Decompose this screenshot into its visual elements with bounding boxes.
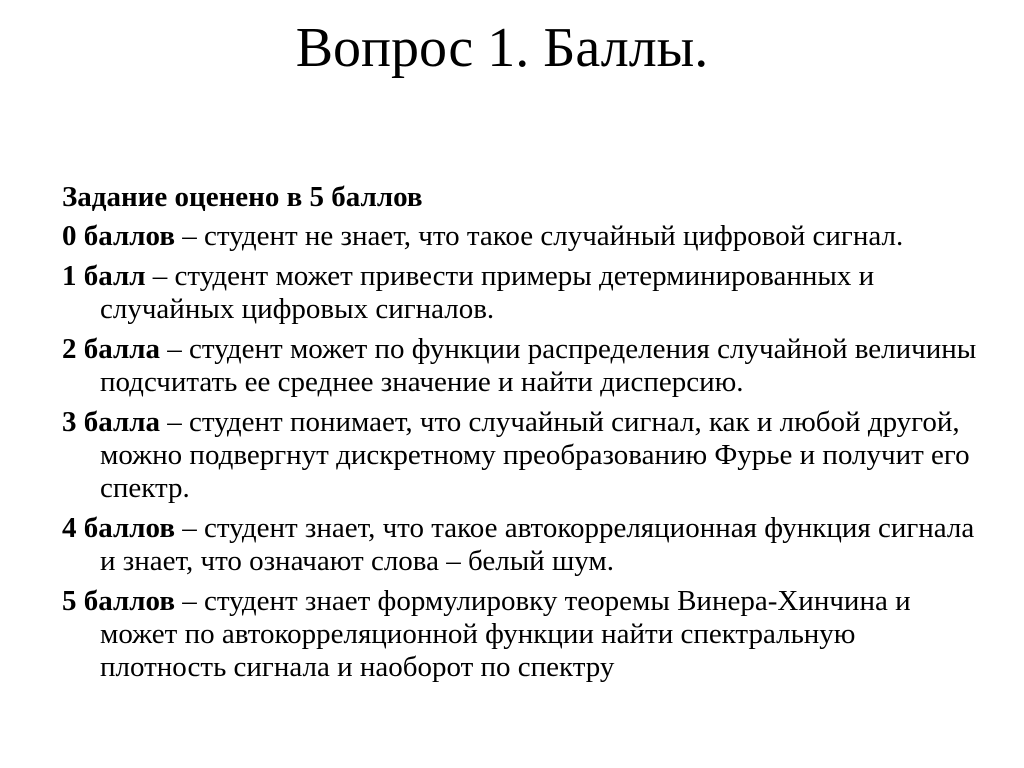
criterion-text: студент знает, что такое автокорреляционная функция сигнала и знает, что означают слова – белый шум. [100,512,975,577]
criterion-dash: – [174,585,204,617]
criterion-dash: – [160,406,190,438]
criterion-score: 4 баллов [62,512,175,544]
criterion-dash: – [174,220,204,252]
criterion-item-2 [62,333,982,399]
criterion-item-1 [62,260,982,326]
criterion-item-3 [62,406,982,505]
criterion-text: студент не знает, что такое случайный цифровой сигнал. [203,220,904,252]
criterion-score: 5 баллов [62,585,175,617]
criterion-text: студент понимает, что случайный сигнал, как и любой другой, можно подвергнут дискретному преобразованию Фурье и получит его спектр. [100,406,970,504]
criterion-dash: – [160,333,190,365]
criterion-score: 2 балла [62,333,161,365]
criterion-score: 3 балла [62,406,161,438]
criterion-item-4 [62,512,982,578]
criterion-score: 1 балл [62,260,146,292]
slide-title: Вопрос 1. Баллы. [295,17,709,79]
criterion-text: студент может привести примеры детерминированных и случайных цифровых сигналов. [100,260,875,325]
criterion-dash: – [145,260,175,292]
criterion-item-5 [62,585,982,684]
criterion-text: студент знает формулировку теоремы Винера-Хинчина и может по автокорреляционной функции найти спектральную плотность сигнала и наоборот по спектру [100,585,911,683]
criterion-text: студент может по функции распределения случайной величины подсчитать ее среднее значение и найти дисперсию. [100,333,977,398]
criterion-dash: – [174,512,204,544]
task-heading: Задание оценено в 5 баллов [62,181,423,213]
criterion-score: 0 баллов [62,220,175,252]
criterion-item-0 [62,220,982,253]
slide-body [62,181,982,691]
